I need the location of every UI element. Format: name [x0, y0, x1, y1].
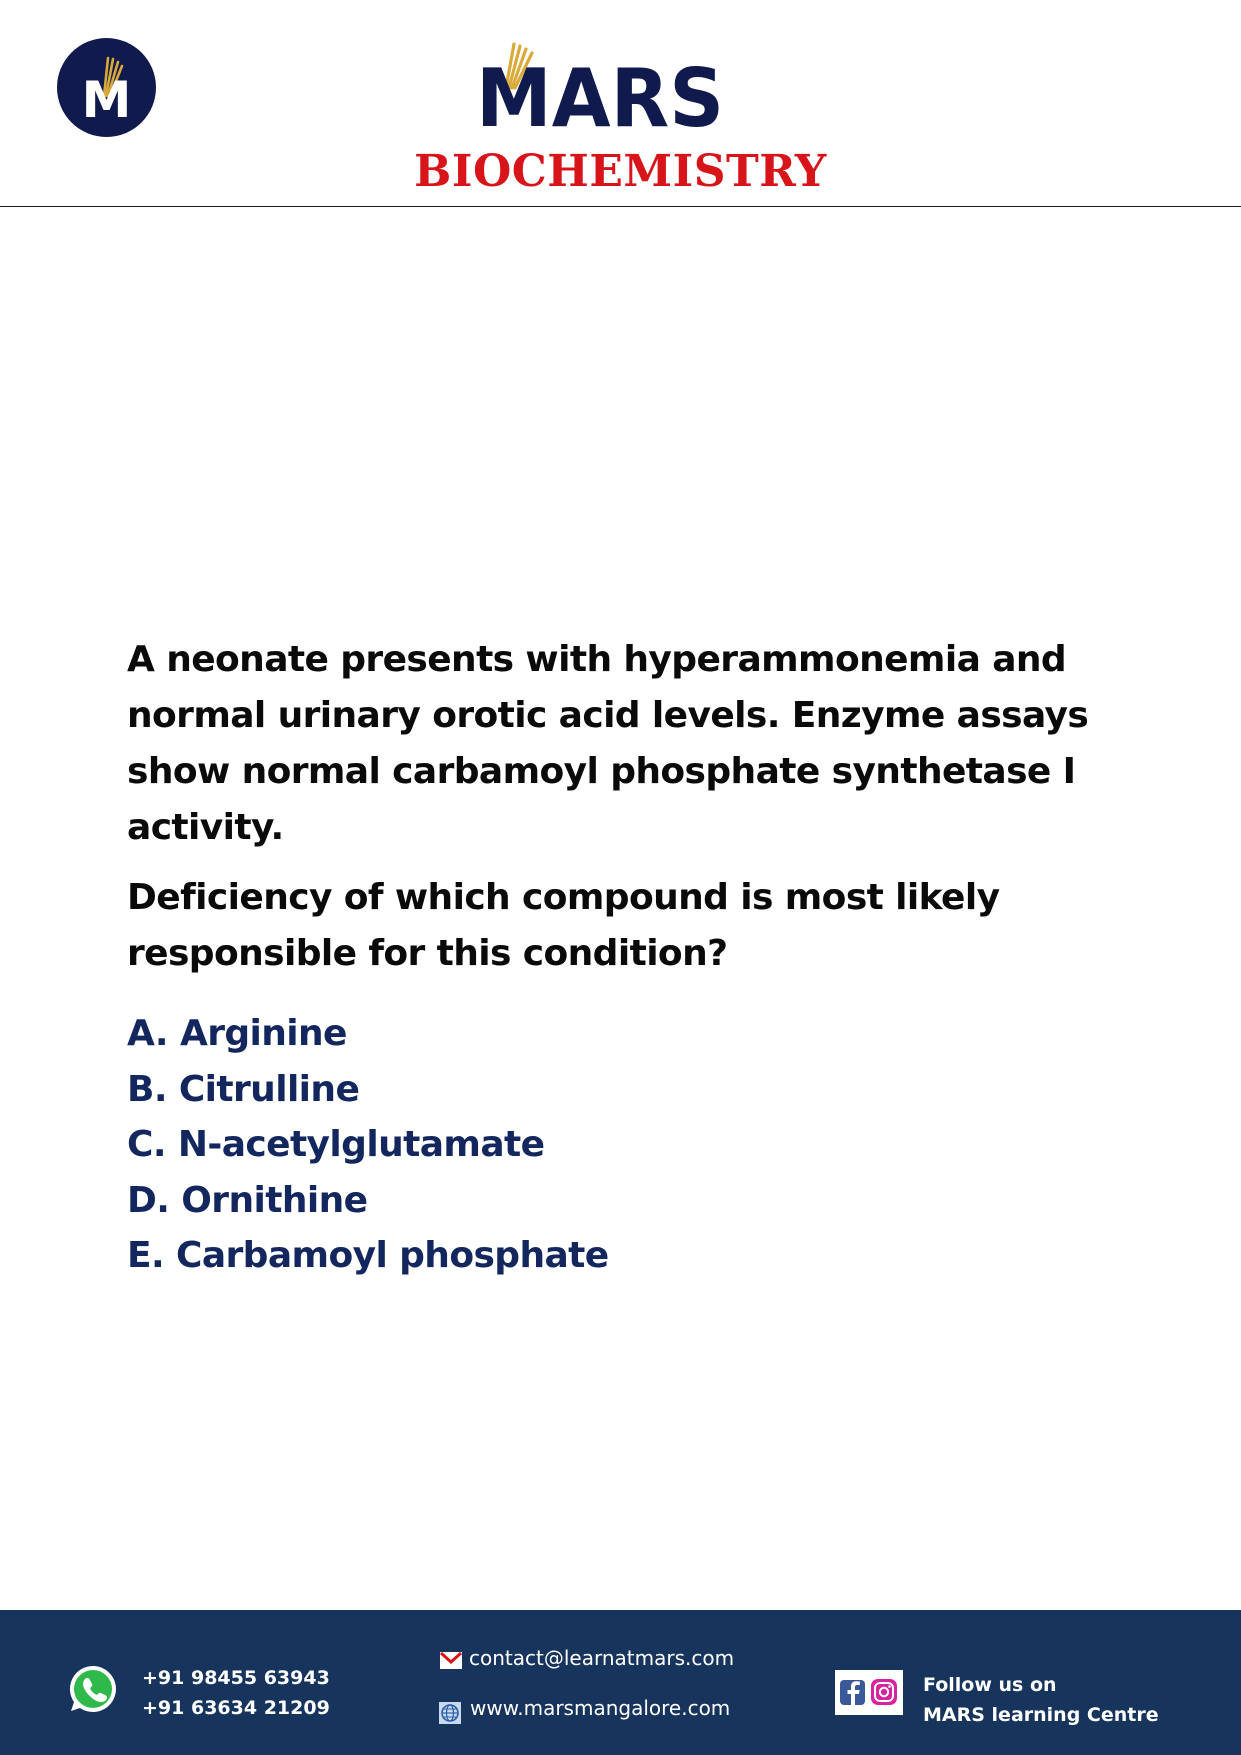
facebook-icon[interactable] — [840, 1680, 865, 1705]
instagram-icon[interactable] — [871, 1679, 897, 1705]
option-e: E. Carbamoyl phosphate — [127, 1235, 609, 1276]
contact-footer — [0, 1610, 1241, 1755]
social-icons — [835, 1670, 903, 1715]
badge-letter: M — [81, 71, 132, 129]
phone-2[interactable]: +91 63634 21209 — [142, 1697, 330, 1719]
whatsapp-icon — [67, 1663, 119, 1715]
phone-numbers — [142, 1663, 330, 1723]
follow-line-2[interactable]: MARS learning Centre — [923, 1704, 1159, 1726]
brand-wordmark: MARS — [476, 52, 724, 132]
answer-options — [127, 1006, 1147, 1284]
question-card — [127, 632, 1147, 1284]
mail-icon — [440, 1652, 462, 1669]
follow-line-1: Follow us on — [923, 1674, 1057, 1696]
option-a: A. Arginine — [127, 1013, 347, 1054]
mars-brand-logo — [470, 40, 730, 132]
page-header — [0, 0, 1241, 207]
question-prompt: Deficiency of which compound is most likely responsible for this condition? — [127, 877, 1000, 974]
option-d: D. Ornithine — [127, 1179, 368, 1221]
mars-badge-logo — [57, 38, 156, 137]
globe-icon — [439, 1702, 461, 1724]
follow-us-text — [923, 1670, 1159, 1730]
subject-title: BIOCHEMISTRY — [414, 146, 827, 197]
option-b: B. Citrulline — [127, 1068, 360, 1110]
website-link[interactable]: www.marsmangalore.com — [470, 1696, 731, 1720]
email-link[interactable]: contact@learnatmars.com — [469, 1646, 735, 1670]
question-stem: A neonate presents with hyperammonemia and normal urinary orotic acid levels. Enzyme assays show normal carbamoyl phosphate synthetase I activity. — [127, 639, 1089, 848]
option-c: C. N-acetylglutamate — [127, 1124, 545, 1165]
phone-1[interactable]: +91 98455 63943 — [142, 1667, 330, 1689]
